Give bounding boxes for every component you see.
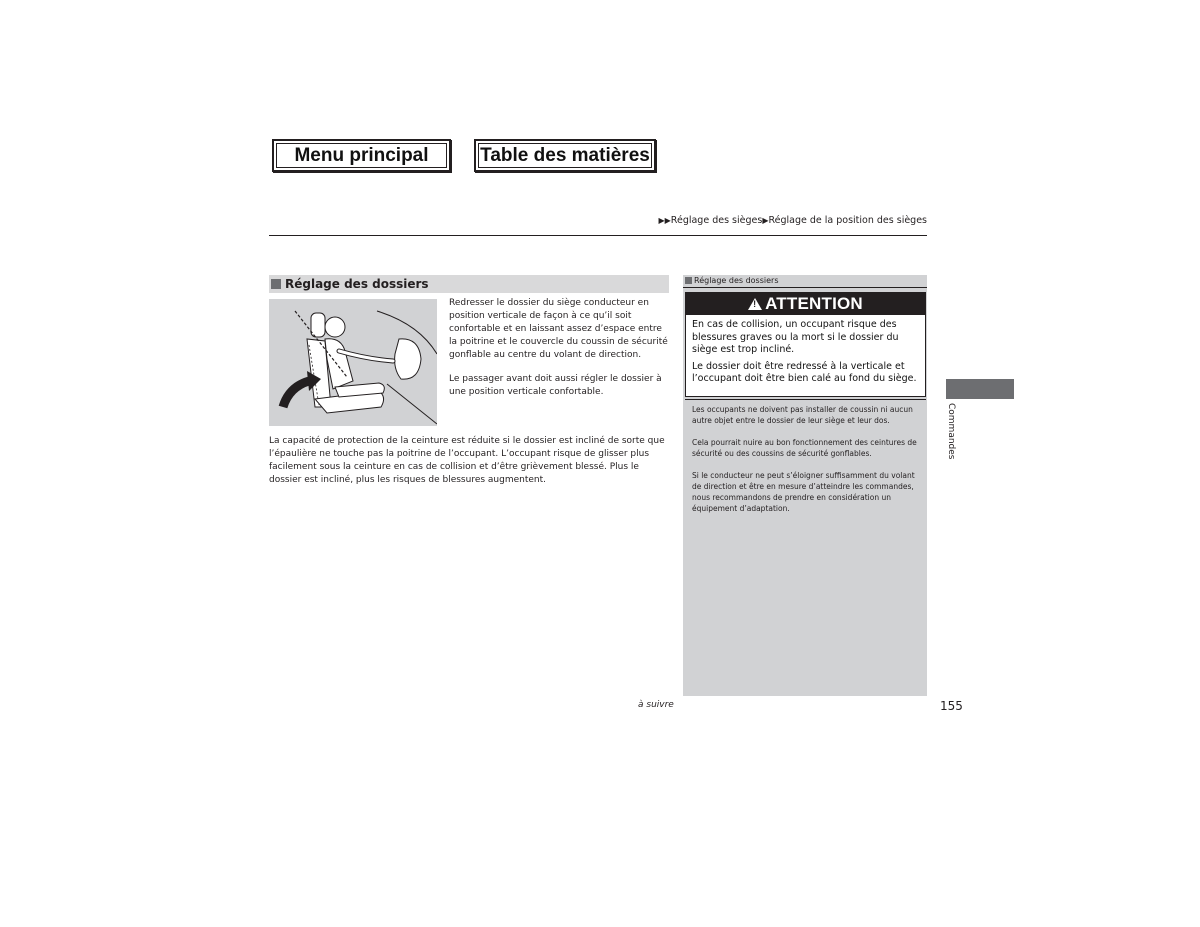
sidebar-note-1: Les occupants ne doivent pas installer de coussin ni aucun autre objet entre le dossier de leur siège et leur dos. (692, 405, 913, 425)
warning-bottom-rule (685, 399, 926, 400)
seat-illustration (269, 299, 437, 426)
warning-triangle-icon (748, 298, 762, 310)
breadcrumb-item-1[interactable]: Réglage des sièges (670, 215, 763, 226)
section-heading (269, 275, 669, 293)
warning-box (685, 292, 926, 397)
warning-header (686, 293, 925, 315)
paragraph-passenger-seat: Le passager avant doit aussi régler le dossier à une position verticale confortable. (449, 374, 662, 397)
warning-text-2: Le dossier doit être redressé à la verticale et l’occupant doit être bien calé au fond du siège. (692, 360, 917, 384)
section-title: Réglage des dossiers (285, 277, 429, 291)
breadcrumb-separator: ▶ (762, 216, 769, 225)
continued-label: à suivre (638, 700, 674, 710)
sidebar-rule (683, 287, 927, 288)
paragraph-belt-protection: La capacité de protection de la ceinture est réduite si le dossier est incliné de sorte que l’épaulière ne touche pas la poitrine de l’occupant. L’occupant risque de glisser plus facilement sous la ceinture en cas de collision et d’être grièvement blessé. Plus le dossier est incliné, plus les risques de blessures augmentent. (269, 436, 665, 485)
header-rule (269, 235, 927, 236)
chapter-tab-marker[interactable] (946, 379, 1014, 399)
breadcrumb-item-2[interactable]: Réglage de la position des sièges (768, 215, 927, 226)
chapter-tab-label: Commandes (946, 403, 956, 460)
main-menu-label: Menu principal (294, 144, 429, 166)
sidebar-title-text: Réglage des dossiers (694, 276, 779, 285)
warning-text-1: En cas de collision, un occupant risque des blessures graves ou la mort si le dossier du siège est trop incliné. (692, 319, 899, 355)
sidebar-title (683, 275, 927, 285)
seat-drawing (269, 299, 437, 426)
page-number: 155 (940, 699, 963, 713)
warning-label: ATTENTION (765, 294, 863, 313)
sidebar-note-3: Si le conducteur ne peut s’éloigner suffisamment du volant de direction et être en mesure d’atteindre les commandes, nous recommandons de prendre en considération un équipement d’adaptation. (692, 471, 915, 513)
sidebar-marker-icon (685, 277, 692, 284)
sidebar-note-2: Cela pourrait nuire au bon fonctionnement des ceintures de sécurité ou des coussins de sécurité gonflables. (692, 438, 917, 458)
table-of-contents-button[interactable] (474, 139, 656, 172)
toc-label: Table des matières (480, 144, 650, 166)
main-menu-button[interactable] (272, 139, 451, 172)
section-marker-icon (271, 279, 281, 289)
paragraph-driver-seat: Redresser le dossier du siège conducteur en position verticale de façon à ce qu’il soit confortable et en laissant assez d’espace entre la poitrine et le couvercle du coussin de sécurité gonflable au centre du volant de direction. (449, 298, 668, 360)
breadcrumb (658, 215, 927, 226)
breadcrumb-arrows: ▶▶ (658, 216, 671, 225)
